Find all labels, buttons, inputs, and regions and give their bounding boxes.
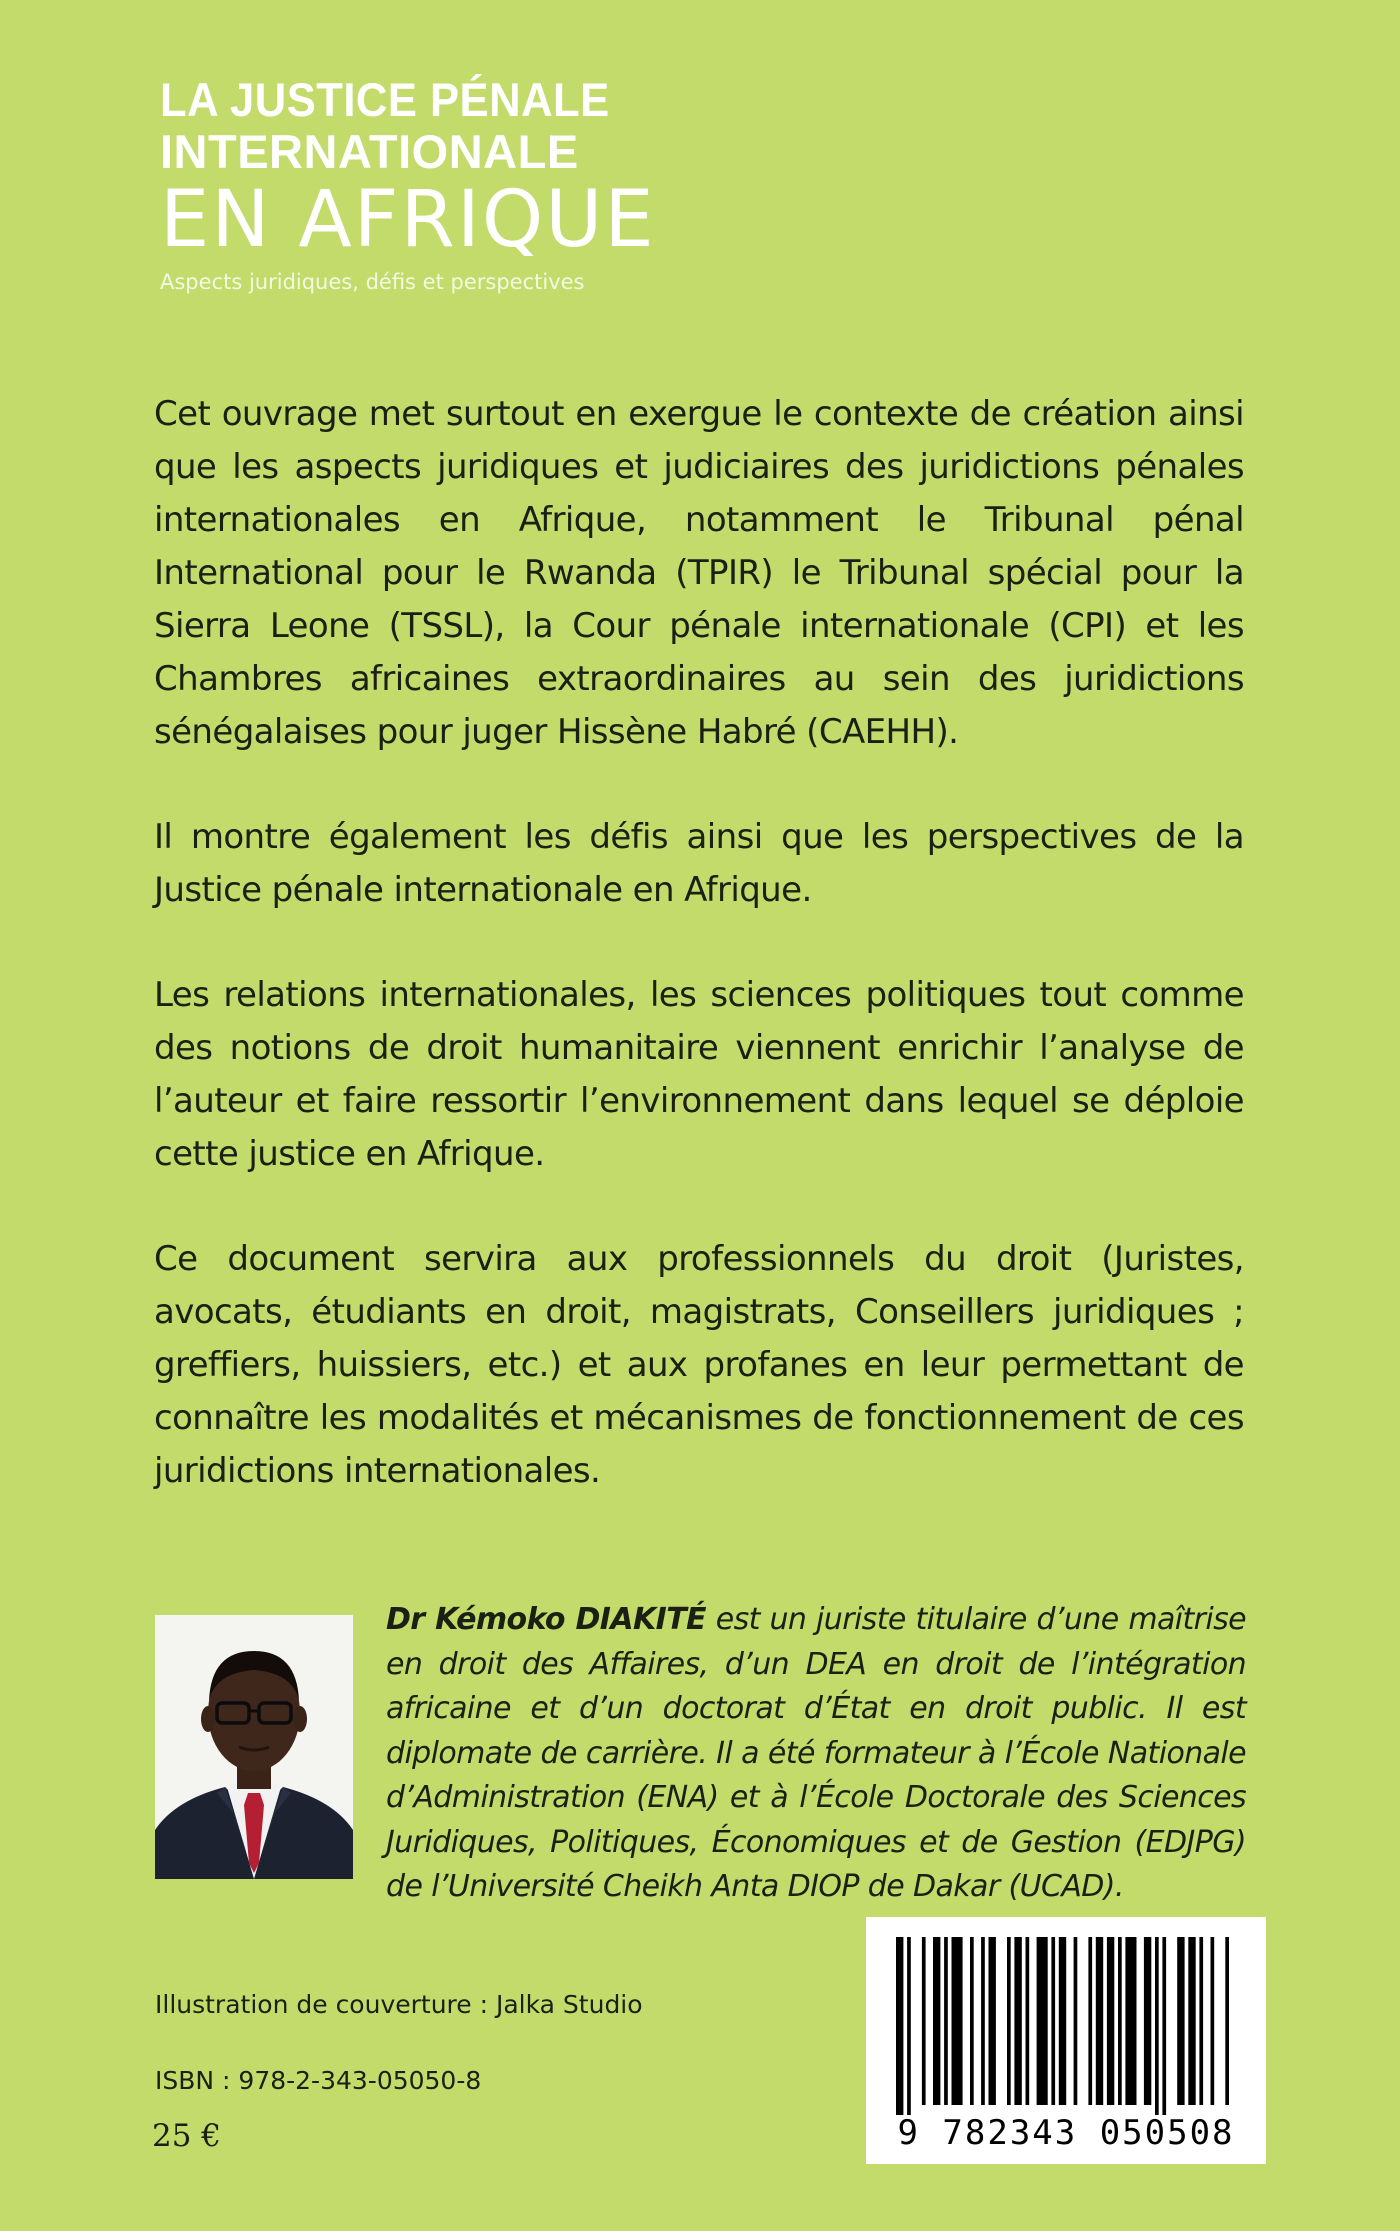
isbn: ISBN : 978-2-343-05050-8	[155, 2066, 482, 2095]
author-portrait-icon	[155, 1615, 353, 1879]
barcode-bar	[970, 1937, 974, 2105]
summary-paragraph-3: Les relations internationales, les sciences politiques tout comme des notions de droit humanitaire viennent enrichir l’analyse de l’auteur et faire ressortir l’environnement dans lequel se déploie cette justice en Afrique.	[154, 975, 1244, 1174]
title-line-1: LA JUSTICE PÉNALE	[160, 73, 610, 126]
barcode	[866, 1917, 1266, 2164]
barcode-bar	[1096, 1937, 1103, 2105]
barcode-bar	[933, 1937, 940, 2105]
barcode-bar	[907, 1937, 911, 2115]
barcode-bar	[1074, 1937, 1078, 2105]
barcode-bar	[952, 1937, 963, 2105]
barcode-bar	[1155, 1937, 1159, 2115]
barcode-bar	[1118, 1937, 1122, 2105]
barcode-bar	[944, 1937, 948, 2105]
barcode-bar	[1059, 1937, 1066, 2105]
barcode-bar	[1125, 1937, 1136, 2105]
barcode-bar	[896, 1937, 903, 2115]
cover-illustration-credit: Illustration de couverture : Jalka Studio	[155, 1990, 643, 2019]
barcode-bar	[1177, 1937, 1184, 2105]
subtitle: Aspects juridiques, défis et perspectives	[160, 270, 585, 294]
barcode-digits: 9 782343 050508	[897, 2113, 1235, 2153]
barcode-bar	[1007, 1937, 1011, 2105]
barcode-bar	[1225, 1937, 1229, 2105]
barcode-bar	[1107, 1937, 1114, 2105]
title-line-3: EN AFRIQUE	[160, 175, 656, 265]
summary-paragraph-4: Ce document servira aux professionnels du droit (Juristes, avocats, étudiants en droit, magistrats, Conseillers juridiques ; greffiers, huissiers, etc.) et aux profanes en leur permettant de connaître les modalités et mécanismes de fonctionnement de ces juridictions internationales.	[154, 1239, 1244, 1491]
barcode-bar	[1037, 1937, 1048, 2105]
barcode-bar	[1026, 1937, 1030, 2105]
author-photo	[155, 1615, 353, 1879]
barcode-bar	[1144, 1937, 1151, 2105]
barcode-bar	[1014, 1937, 1021, 2105]
cover-title-block	[160, 73, 656, 294]
author-name: Dr Kémoko DIAKITÉ	[386, 1602, 706, 1637]
summary-text	[154, 388, 1244, 1550]
summary-paragraph-2: Il montre également les défis ainsi que les perspectives de la Justice pénale internationale en Afrique.	[154, 817, 1244, 910]
barcode-bar	[1188, 1937, 1195, 2105]
price: 25 €	[152, 2118, 222, 2154]
barcode-bar	[1199, 1937, 1203, 2105]
barcode-bar	[981, 1937, 985, 2105]
barcode-bar	[1088, 1937, 1092, 2105]
barcode-bar	[1162, 1937, 1166, 2115]
barcode-bars	[866, 1917, 1266, 2117]
summary-paragraph-1: Cet ouvrage met surtout en exergue le contexte de création ainsi que les aspects juridiques et judiciaires des juridictions pénales internationales en Afrique, notamment le Tribunal pénal International pour le Rwanda (TPIR) le Tribunal spécial pour la Sierra Leone (TSSL), la Cour pénale internationale (CPI) et les Chambres africaines extraordinaires au sein des juridictions sénégalaises pour juger Hissène Habré (CAEHH).	[154, 394, 1244, 752]
barcode-bar	[922, 1937, 926, 2105]
barcode-bar	[989, 1937, 996, 2105]
barcode-bar	[1051, 1937, 1055, 2105]
author-bio	[386, 1598, 1246, 1910]
barcode-bar	[1211, 1937, 1215, 2105]
title-line-2: INTERNATIONALE	[160, 125, 579, 178]
author-bio-text: est un juriste titulaire d’une maîtrise en droit des Affaires, d’un DEA en droit de l’intégration africaine et d’un doctorat d’État en droit public. Il est diplomate de carrière. Il a été formateur à l’École Nationale d’Administration (ENA) et à l’École Doctorale des Sciences Juridiques, Politiques, Économiques et de Gestion (EDJPG) de l’Université Cheikh Anta DIOP de Dakar (UCAD).	[386, 1602, 1246, 1904]
